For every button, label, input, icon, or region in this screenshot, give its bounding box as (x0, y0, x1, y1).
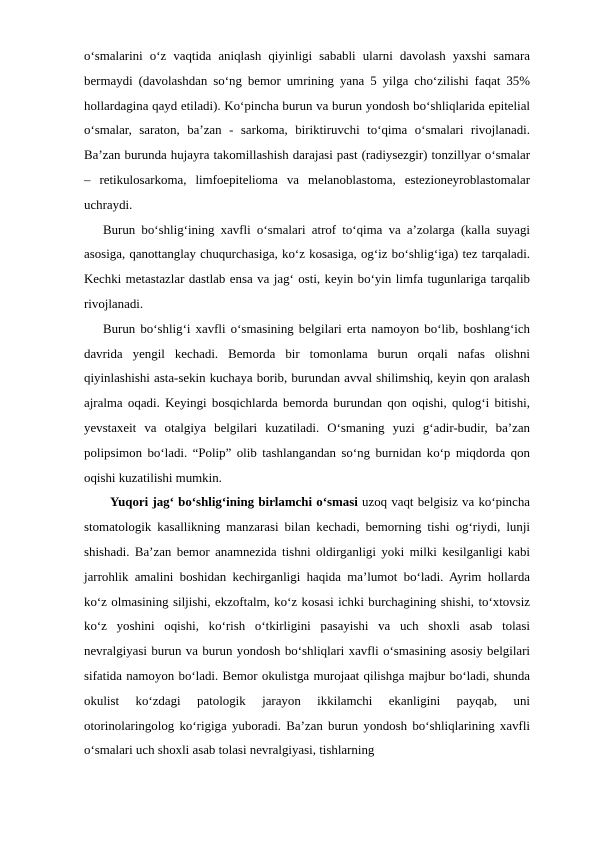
paragraph-text: o‘smalarini o‘z vaqtida aniqlash qiyinligi sababli ularni davolash yaxshi samara bermaydi (davolashdan so‘ng bemor umrining yana 5 yilga cho‘zilishi faqat 35% hollardagina qayd etiladi). Ko‘pincha burun va burun yondosh bo‘shliqlarida epitelial o‘smalar, saraton, ba’zan - sarkoma, biriktiruvchi to‘qima o‘smalari rivojlanadi. Ba’zan burunda hujayra takomillashish darajasi past (radiysezgir) tonzillyar o‘smalar – retikulosarkoma, limfoepitelioma va melanoblastoma, estezioneyroblastomalar uchraydi. (84, 49, 530, 212)
paragraph-text: Burun bo‘shlig‘i xavfli o‘smasining belgilari erta namoyon bo‘lib, boshlang‘ich davrida yengil kechadi. Bemorda bir tomonlama burun orqali nafas olishni qiyinlashishi asta-sekin kuchaya borib, burundan avval shilimshiq, keyin qon aralash ajralma oqadi. Keyingi bosqichlarda bemorda burundan qon oqishi, qulog‘i bitishi, yevstaxeit va otalgiya belgilari kuzatiladi. O‘smaning yuzi g‘adir-budir, ba’zan polipsimon bo‘ladi. “Polip” olib tashlangandan so‘ng burnidan ko‘p miqdorda qon oqishi kuzatilishi mumkin. (84, 321, 530, 485)
document-page (84, 44, 530, 763)
paragraph-treatment-outcome (84, 44, 530, 218)
paragraph-spread (84, 218, 530, 317)
paragraph-text: uzoq vaqt belgisiz va ko‘pincha stomatologik kasallikning manzarasi bilan kechadi, bemorning tishi og‘riydi, lunji shishadi. Ba’zan bemor anamnezida tishni oldirganligi yoki milki kesilganligi kabi jarrohlik amalini boshidan kechirganligi haqida ma’lumot bo‘ladi. Ayrim hollarda ko‘z olmasining siljishi, ekzoftalm, ko‘z kosasi ichki burchagining shishi, to‘xtovsiz ko‘z yoshini oqishi, ko‘rish o‘tkirligini pasayishi va uch shoxli asab tolasi nevralgiyasi burun va burun yondosh bo‘shliqlari xavfli o‘smasining asosiy belgilari sifatida namoyon bo‘ladi. Bemor okulistga murojaat qilishga majbur bo‘ladi, shunda okulist ko‘zdagi patologik jarayon ikkilamchi ekanligini payqab, uni otorinolaringolog ko‘rigiga yuboradi. Ba’zan burun yondosh bo‘shliqlarining xavfli o‘smalari uch shoxli asab tolasi nevralgiyasi, tishlarning (84, 495, 531, 758)
bold-term: Yuqori jag‘ bo‘shlig‘ining birlamchi o‘smasi (110, 495, 358, 510)
paragraph-text: Burun bo‘shlig‘ining xavfli o‘smalari atrof to‘qima va a’zolarga (kalla suyagi asosiga, qanottanglay chuqurchasiga, ko‘z kosasiga, og‘iz bo‘shlig‘iga) tez tarqaladi. Kechki metastazlar dastlab ensa va jag‘ osti, keyin bo‘yin limfa tugunlariga tarqalib rivojlanadi. (84, 222, 530, 311)
paragraph-maxillary-tumor (84, 490, 530, 763)
paragraph-symptoms (84, 317, 530, 491)
